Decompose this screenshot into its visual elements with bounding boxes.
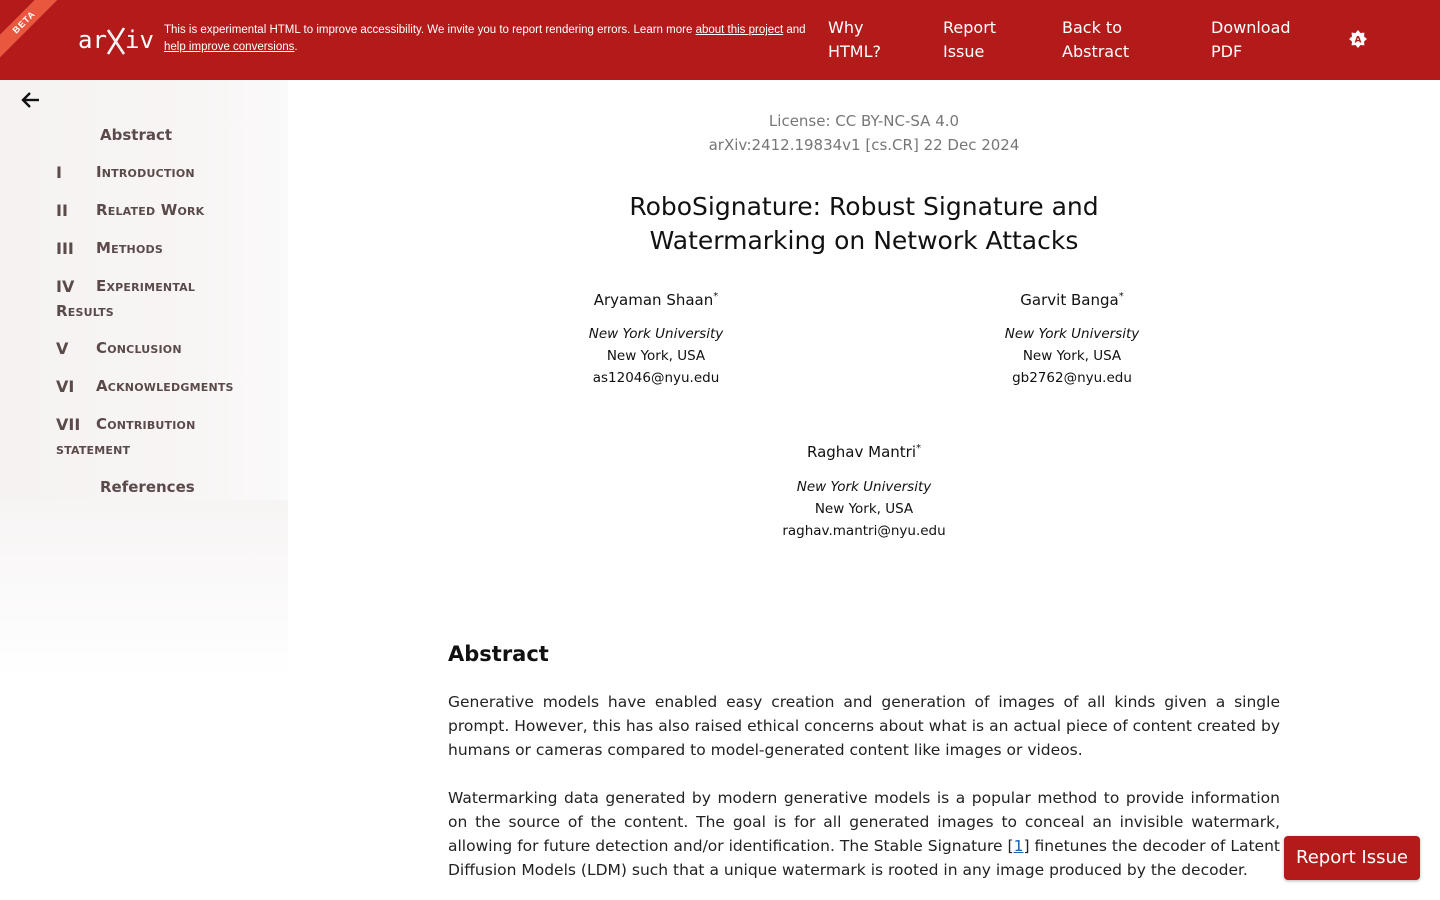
author-name-text: Raghav Mantri xyxy=(806,443,916,461)
license-line: License: CC BY-NC-SA 4.0 xyxy=(768,112,960,130)
author-name-text: Garvit Banga xyxy=(1020,291,1119,309)
author-block xyxy=(714,438,1014,542)
toc-number: VI xyxy=(56,377,75,396)
author-affiliation: New York University xyxy=(796,479,932,495)
author-affiliation: New York University xyxy=(588,326,724,342)
about-project-link[interactable]: about this project xyxy=(695,24,784,36)
abstract-paragraph-1: Generative models have enabled easy creation and generation of images of all kinds given a single prompt. However, this has also raised ethical concerns about what is an actual piece of content created by humans or cameras compared to model-generated content like images or videos. xyxy=(448,693,1280,759)
back-to-abstract-link[interactable] xyxy=(1062,16,1129,64)
nav-line: Why xyxy=(828,18,864,37)
toc-number: IV xyxy=(56,277,75,296)
svg-text:A: A xyxy=(1354,35,1362,46)
toc-label: Acknowledgments xyxy=(96,377,234,395)
theme-toggle-icon[interactable] xyxy=(1349,30,1367,48)
author-affiliation: New York University xyxy=(1004,326,1140,342)
citation-link[interactable]: 1 xyxy=(1013,837,1024,855)
nav-line: Back to xyxy=(1062,18,1122,37)
nav-line: Report xyxy=(943,18,997,37)
toc-number: III xyxy=(56,239,74,258)
toc-number: VII xyxy=(56,415,81,434)
title-line: RoboSignature: Robust Signature and xyxy=(629,192,1099,221)
why-html-link[interactable] xyxy=(828,16,881,64)
toc-label-continued: statement xyxy=(56,440,131,458)
author-block xyxy=(922,286,1222,389)
report-issue-link[interactable] xyxy=(943,16,996,64)
toc-abstract[interactable] xyxy=(100,123,172,148)
svg-text:ar: ar xyxy=(78,26,107,54)
toc-label: Related Work xyxy=(96,201,205,219)
sidebar-fade xyxy=(0,500,288,680)
author-mark: * xyxy=(916,443,921,454)
author-name xyxy=(714,438,1014,463)
nav-line: Abstract xyxy=(1062,42,1130,61)
help-improve-link[interactable]: help improve conversions xyxy=(164,41,295,53)
abstract-heading: Abstract xyxy=(448,642,549,666)
author-mark: * xyxy=(1118,291,1124,302)
author-email: as12046@nyu.edu xyxy=(592,370,720,386)
author-email: raghav.mantri@nyu.edu xyxy=(782,523,946,539)
toc-contribution-statement[interactable] xyxy=(0,412,288,462)
nav-line: PDF xyxy=(1211,42,1243,61)
toc-label: Contribution xyxy=(96,415,196,433)
nav-line: HTML? xyxy=(828,42,882,61)
toc-references[interactable] xyxy=(100,475,195,500)
toc-label: Abstract xyxy=(100,126,173,144)
nav-line: Download xyxy=(1211,18,1291,37)
toc-label: References xyxy=(100,478,195,496)
nav-line: Issue xyxy=(943,42,985,61)
toc-label-continued: Results xyxy=(56,302,114,320)
toc-label: Introduction xyxy=(96,163,195,181)
author-email: gb2762@nyu.edu xyxy=(1012,370,1132,386)
author-location: New York, USA xyxy=(1022,348,1122,364)
toc-number: I xyxy=(56,163,62,182)
author-location: New York, USA xyxy=(606,348,706,364)
author-block xyxy=(506,286,806,389)
beta-ribbon: BETA xyxy=(0,0,65,63)
paragraph-text: Watermarking data generated by modern generative models is a popular method to provide information on the source of the content. The goal is for all generated images to conceal an invisible watermark, allowing for future detection and/or identification. The Stable Signature [ xyxy=(448,789,1280,855)
toc-label: Methods xyxy=(96,239,163,257)
author-name-text: Aryaman Shaan xyxy=(593,291,714,309)
toc-number: V xyxy=(56,339,69,358)
toc-number: II xyxy=(56,201,68,220)
toc-experimental-results[interactable] xyxy=(0,274,288,324)
collapse-toc-arrow-icon[interactable] xyxy=(20,90,42,110)
notice-and: and xyxy=(786,24,806,36)
experimental-notice xyxy=(164,22,814,56)
toc-label: Experimental xyxy=(96,277,196,295)
arxiv-logo[interactable] xyxy=(78,22,154,58)
arxiv-identifier: arXiv:2412.19834v1 [cs.CR] 22 Dec 2024 xyxy=(708,136,1020,154)
author-location: New York, USA xyxy=(814,501,914,517)
author-name xyxy=(506,286,806,311)
toc-label: Conclusion xyxy=(96,339,182,357)
notice-end: . xyxy=(294,41,298,53)
title-line: Watermarking on Network Attacks xyxy=(649,226,1079,255)
author-name xyxy=(922,286,1222,311)
svg-text:iv: iv xyxy=(125,26,154,54)
notice-text: This is experimental HTML to improve accessibility. We invite you to report rendering errors. Learn more xyxy=(164,24,693,36)
report-issue-button[interactable]: Report Issue xyxy=(1284,836,1420,880)
paragraph-text: ] finetunes the decoder of Latent Diffusion Models (LDM) such that a unique watermark is rooted in any image produced by the decoder. xyxy=(448,837,1280,879)
paper-title xyxy=(560,190,1168,258)
download-pdf-link[interactable] xyxy=(1211,16,1291,64)
abstract-paragraph-2 xyxy=(448,786,1280,882)
author-mark: * xyxy=(713,291,719,302)
top-banner xyxy=(0,0,1440,80)
